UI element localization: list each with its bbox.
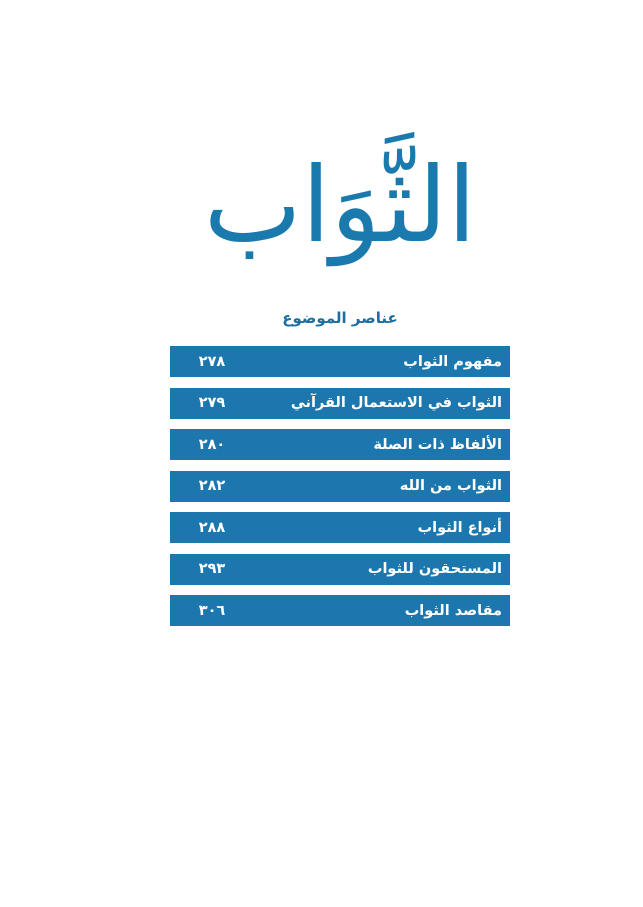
toc-heading: عناصر الموضوع [282, 309, 398, 327]
toc-item-types[interactable] [170, 512, 510, 543]
toc-item-label: مقاصد الثواب [404, 602, 502, 619]
toc-item-purposes[interactable] [170, 595, 510, 626]
toc-item-page: ٢٧٩ [198, 395, 226, 411]
toc-item-page: ٢٨٢ [198, 478, 226, 494]
toc-item-deserving[interactable] [170, 554, 510, 585]
toc-item-label: الألفاظ ذات الصلة [373, 436, 502, 453]
toc-item-label: مفهوم الثواب [403, 353, 502, 370]
toc-item-label: الثواب من الله [399, 478, 502, 494]
toc-item-reward-from-allah[interactable] [170, 471, 510, 502]
table-of-contents [170, 346, 510, 637]
page-title: الثَّوَاب [203, 144, 477, 266]
toc-item-related-terms[interactable] [170, 429, 510, 460]
title-area [170, 120, 510, 290]
toc-item-page: ٢٨٠ [198, 436, 226, 453]
toc-item-concept[interactable] [170, 346, 510, 377]
toc-item-page: ٢٩٣ [198, 561, 226, 577]
toc-item-quranic-usage[interactable] [170, 388, 510, 419]
toc-item-label: أنواع الثواب [417, 519, 502, 536]
toc-item-label: المستحقون للثواب [367, 561, 502, 577]
toc-item-label: الثواب في الاستعمال القرآني [290, 395, 502, 411]
toc-item-page: ٣٠٦ [198, 602, 226, 619]
toc-item-page: ٢٧٨ [198, 353, 226, 370]
toc-item-page: ٢٨٨ [198, 519, 226, 536]
